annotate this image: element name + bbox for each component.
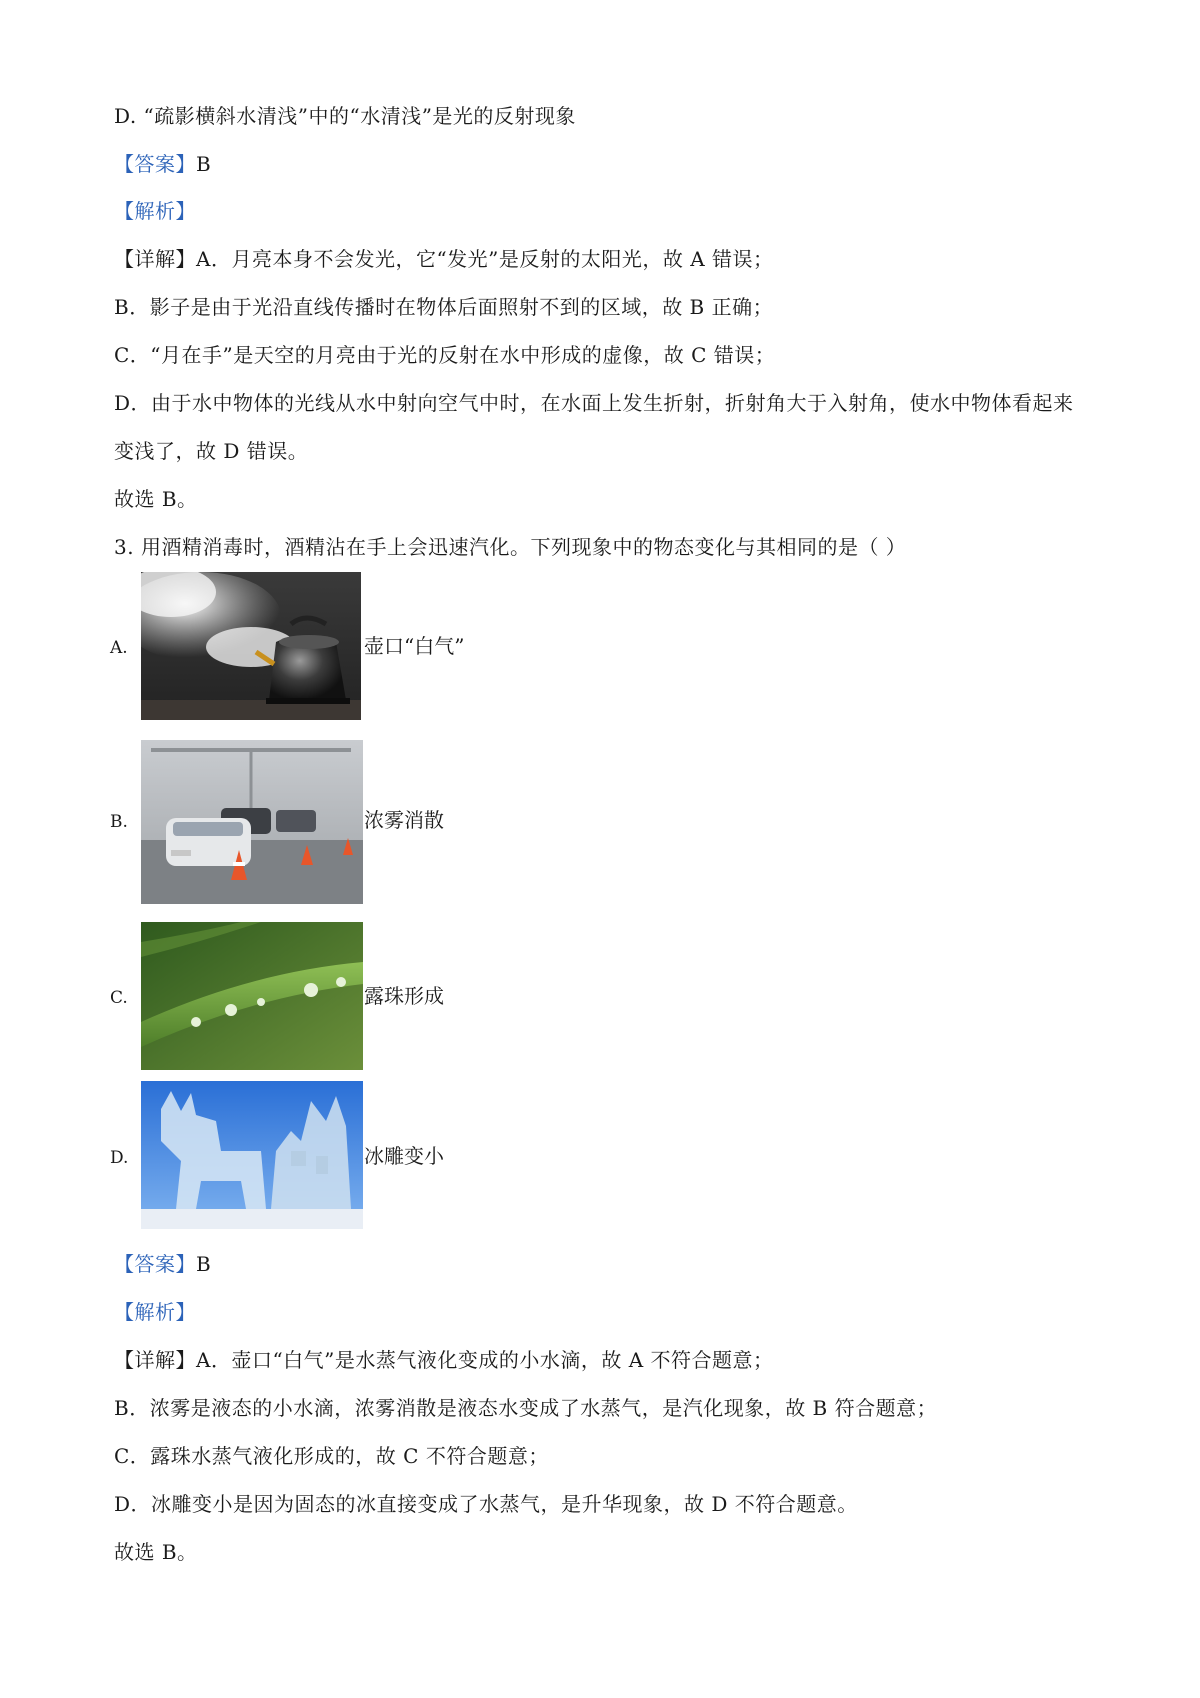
dew-on-grass-image [141,922,363,1070]
foggy-road-image [141,740,363,904]
detail-text: A．月亮本身不会发光，它“发光”是反射的太阳光，故 A 错误； [196,247,774,271]
q3-analysis-tag: 【解析】 [114,1300,196,1324]
q2-answer [114,150,211,178]
foggy-road-illustration [141,740,363,904]
dew-on-grass-illustration [141,922,363,1070]
q3-option-a-letter: A. [110,638,128,658]
q3-answer [114,1250,211,1278]
q2-detail-b: B．影子是由于光沿直线传播时在物体后面照射不到的区域，故 B 正确； [114,295,774,319]
q2-detail-d-line2: 变浅了，故 D 错误。 [114,439,309,463]
q2-detail-a [114,245,774,273]
answer-value: B [196,152,212,176]
q3-detail-b: B．浓雾是液态的小水滴，浓雾消散是液态水变成了水蒸气，是汽化现象，故 B 符合题意； [114,1396,938,1420]
q2-detail-c: C．“月在手”是天空的月亮由于光的反射在水中形成的虚像，故 C 错误； [114,343,776,367]
q3-option-c-letter: C. [110,988,128,1008]
ice-sculpture-illustration [141,1081,363,1229]
q3-option-d-letter: D. [110,1148,129,1168]
q2-option-d: D. “疏影横斜水清浅”中的“水清浅”是光的反射现象 [114,104,576,128]
q3-detail-c: C．露珠水蒸气液化形成的，故 C 不符合题意； [114,1444,549,1468]
answer-tag: 【答案】 [114,1252,196,1276]
q2-analysis-tag: 【解析】 [114,199,196,223]
q3-question: 3. 用酒精消毒时，酒精沾在手上会迅速汽化。下列现象中的物态变化与其相同的是（ ） [114,535,907,559]
q3-option-c-text: 露珠形成 [364,984,444,1008]
detail-tag: 【详解】 [114,247,196,271]
q2-detail-d-line1: D．由于水中物体的光线从水中射向空气中时，在水面上发生折射，折射角大于入射角，使水中物体看起来 [114,391,1074,415]
kettle-steam-illustration [141,572,361,720]
q3-option-d-text: 冰雕变小 [364,1144,444,1168]
answer-value: B [196,1252,212,1276]
q3-conclusion: 故选 B。 [114,1540,198,1564]
q3-option-b-text: 浓雾消散 [364,808,444,832]
ice-sculpture-image [141,1081,363,1229]
q2-conclusion: 故选 B。 [114,487,198,511]
q3-option-a-text: 壶口“白气” [364,634,465,658]
detail-text: A．壶口“白气”是水蒸气液化变成的小水滴，故 A 不符合题意； [196,1348,774,1372]
q3-detail-a [114,1346,774,1374]
kettle-steam-image [141,572,361,720]
q3-option-b-letter: B. [110,812,128,832]
detail-tag: 【详解】 [114,1348,196,1372]
answer-tag: 【答案】 [114,152,196,176]
q3-detail-d: D．冰雕变小是因为固态的冰直接变成了水蒸气，是升华现象，故 D 不符合题意。 [114,1492,858,1516]
